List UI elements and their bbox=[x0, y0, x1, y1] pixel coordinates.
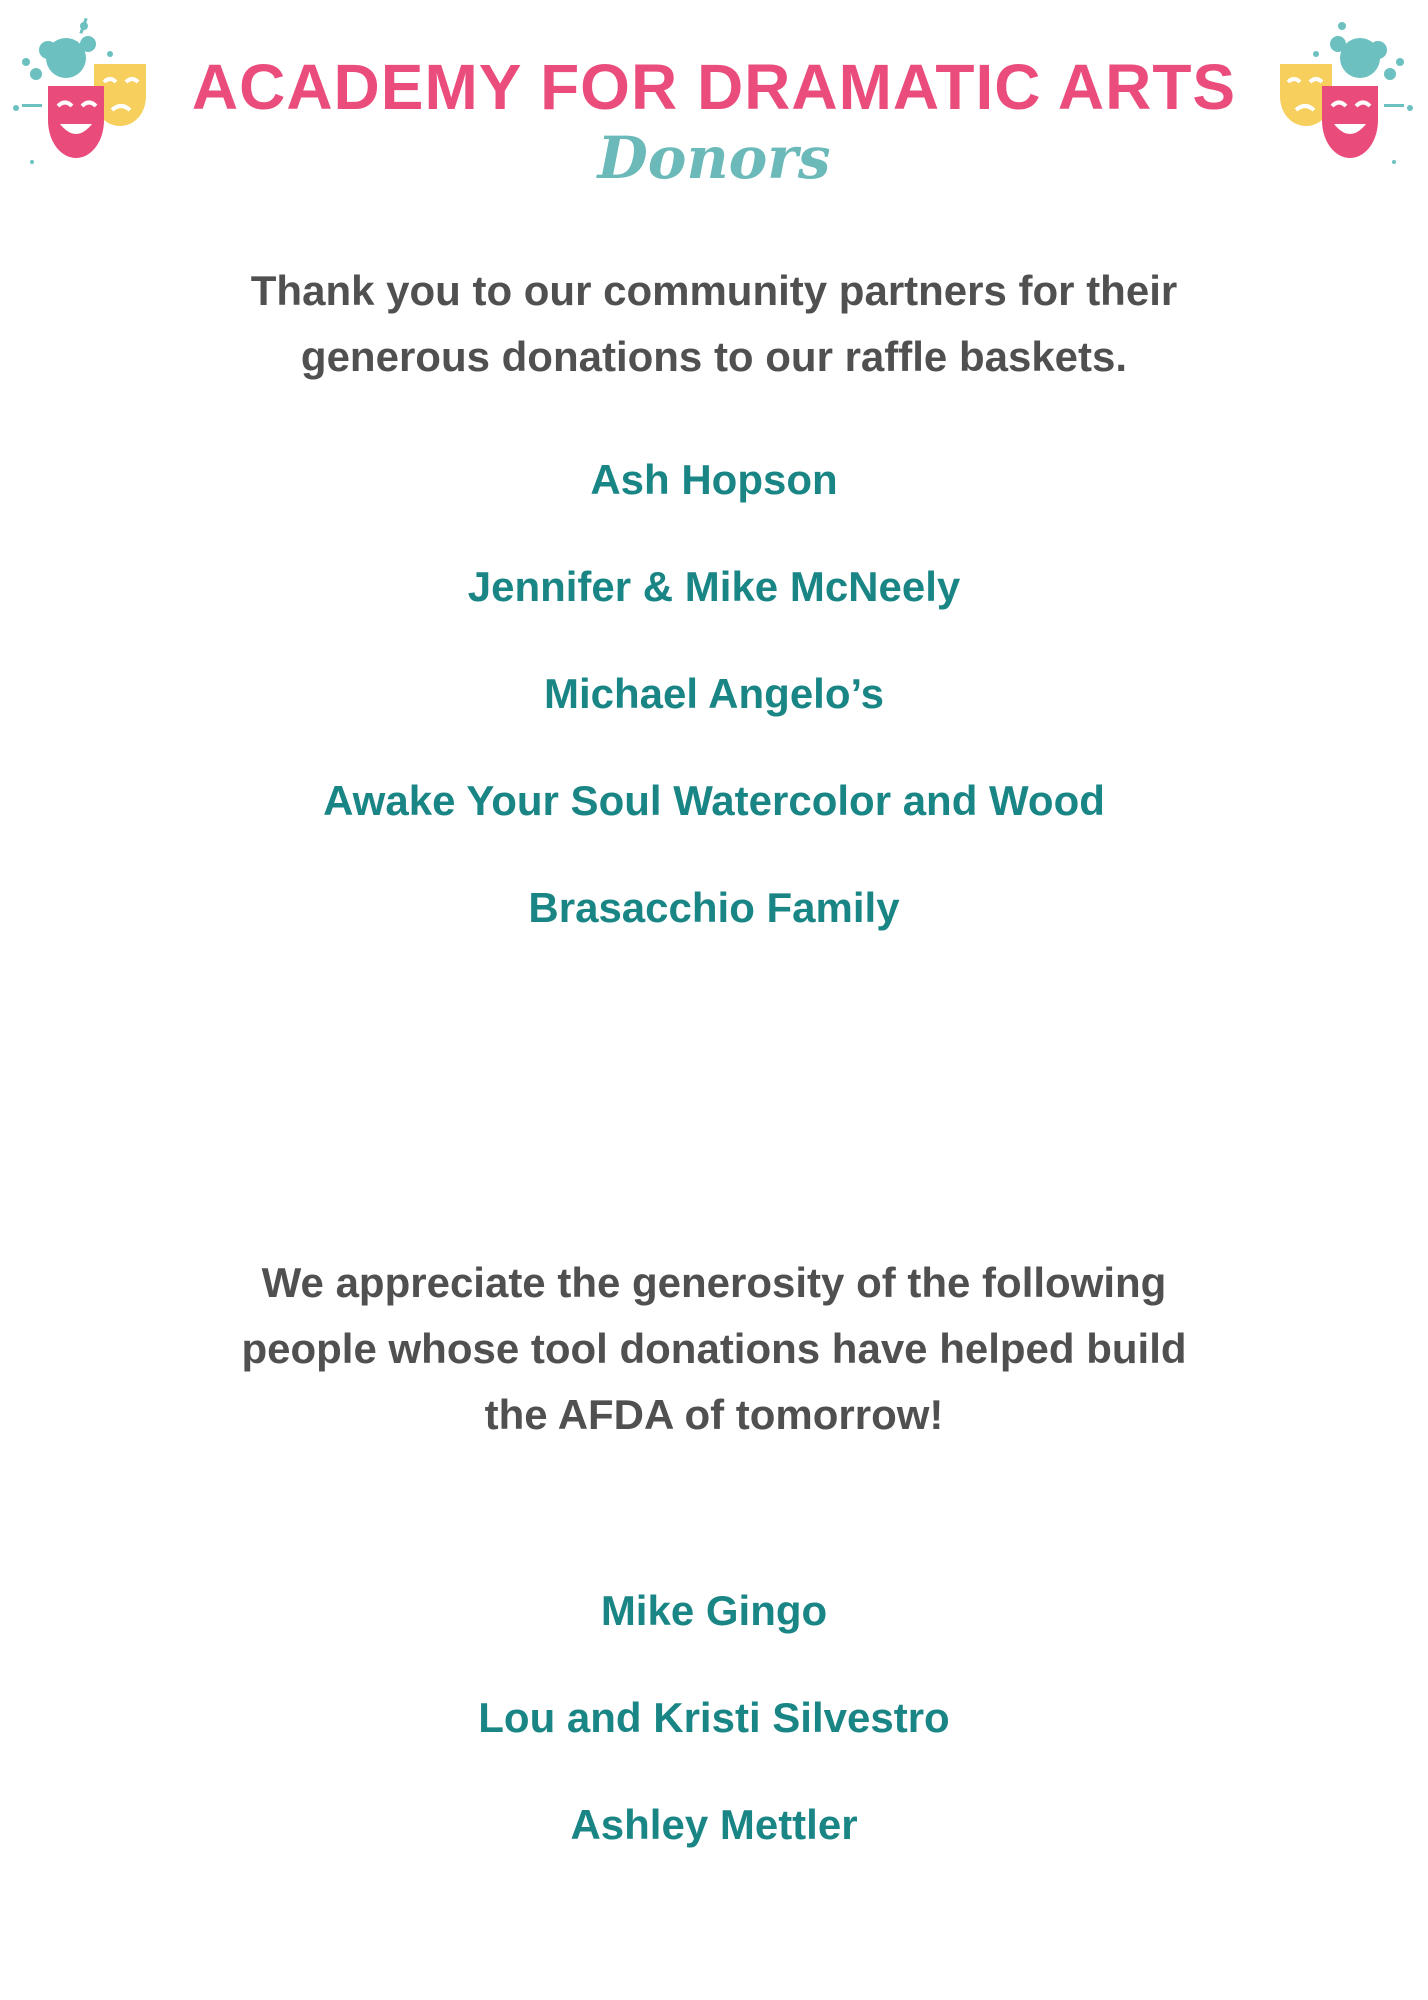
page-subtitle: Donors bbox=[597, 124, 831, 192]
donor-name: Lou and Kristi Silvestro bbox=[478, 1694, 950, 1741]
tool-donation-thanks-text: We appreciate the generosity of the following people whose tool donations have helped build the AFDA of tomorrow! bbox=[241, 1259, 1187, 1438]
donor-name: Jennifer & Mike McNeely bbox=[467, 563, 961, 610]
donor-name: Mike Gingo bbox=[600, 1587, 828, 1634]
raffle-thanks-text: Thank you to our community partners for their generous donations to our raffle baskets. bbox=[250, 267, 1178, 380]
donor-name: Brasacchio Family bbox=[528, 884, 900, 931]
donor-name: Awake Your Soul Watercolor and Wood bbox=[323, 777, 1105, 824]
donor-name: Michael Angelo’s bbox=[544, 670, 884, 717]
donor-name: Ash Hopson bbox=[590, 456, 838, 503]
donor-name: Ashley Mettler bbox=[570, 1801, 858, 1848]
page-title: ACADEMY FOR DRAMATIC ARTS bbox=[191, 51, 1237, 123]
